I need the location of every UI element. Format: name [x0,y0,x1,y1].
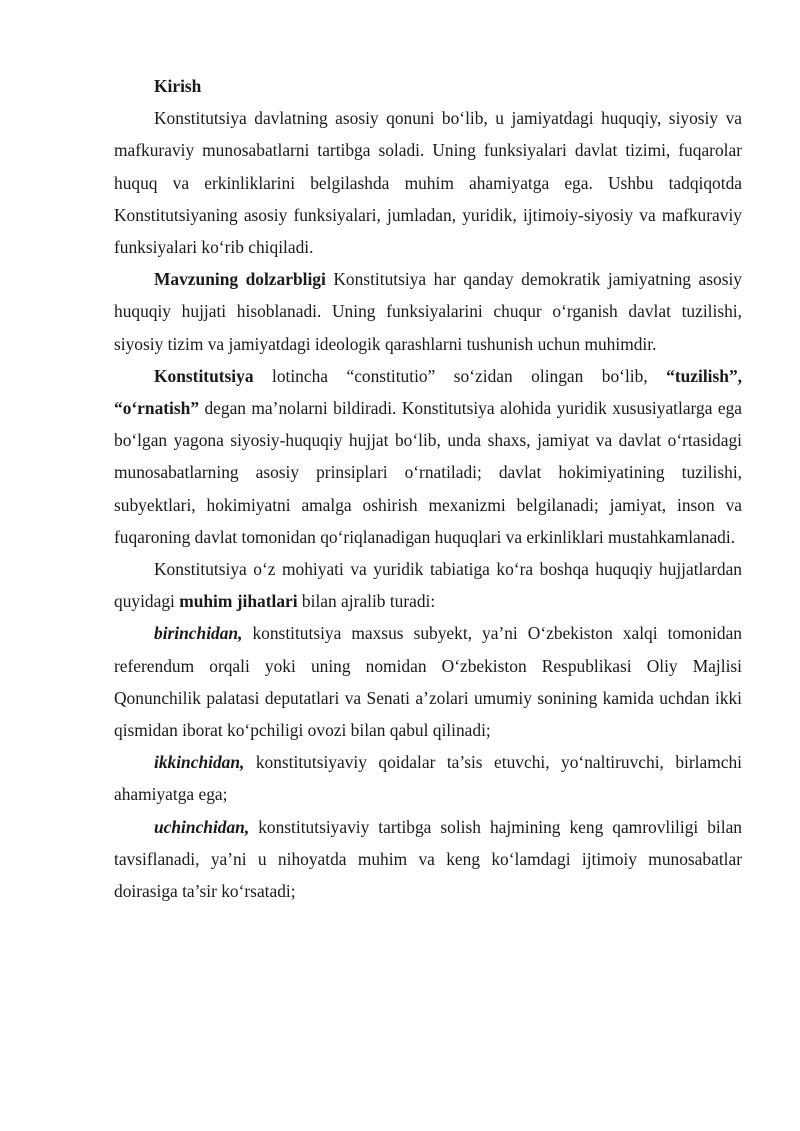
section-heading [114,70,742,102]
second-feature-paragraph [114,746,742,810]
first-feature-paragraph [114,617,742,746]
first-feature-lead: birinchidan, [154,623,243,644]
intro-text: Konstitutsiya davlatning asosiy qonuni bo‘lib, u jamiyatdagi huquqiy, siyosiy va mafkuraviy munosabatlarni tartibga soladi. Uning funksiyalari davlat tizimi, fuqarolar huquq va erkinliklarini belgilashda muhim ahamiyatga ega. Ushbu tadqiqotda Konstitutsiyaning asosiy funksiyalari, jumladan, yuridik, ijtimoiy-siyosiy va mafkuraviy funksiyalari ko‘rib chiqiladi. [114,108,742,258]
relevance-paragraph [114,263,742,360]
document-page [114,70,742,907]
features-text-2: bilan ajralib turadi: [297,591,436,612]
heading-text: Kirish [154,76,202,96]
third-feature-lead: uchinchidan, [154,816,250,837]
definition-text-2: degan ma’nolarni bildiradi. Konstitutsiya alohida yuridik xususiyatlarga ega bo‘lgan yagona siyosiy-huquqiy hujjat bo‘lib, unda shaxs, jamiyat va davlat o‘rtasidagi munosabatlarning asosiy prinsiplari o‘rnatiladi; davlat hokimiyatining tuzilishi, subyektlari, hokimiyatni amalga oshirish mexanizmi belgilanadi; jamiyat, inson va fuqaroning davlat tomonidan qo‘riqlanadigan huquqlari va erkinliklari mustahkamlanadi. [114,398,742,547]
intro-paragraph [114,102,742,263]
relevance-text: Konstitutsiya har qanday demokratik jamiyatning asosiy huquqiy hujjati hisoblanadi. Uning funksiyalarini chuqur o‘rganish davlat tuzilishi, siyosiy tizim va jamiyatdagi ideologik qarashlarni tushunish uchun muhimdir. [114,269,743,354]
features-intro-paragraph [114,553,742,617]
definition-paragraph [114,360,742,553]
third-feature-text: konstitutsiyaviy tartibga solish hajmining keng qamrovliligi bilan tavsiflanadi, ya’ni u nihoyatda muhim va keng ko‘lamdagi ijtimoiy munosabatlar doirasiga ta’sir ko‘rsatadi; [114,816,742,902]
relevance-lead: Mavzuning dolzarbligi [154,269,326,290]
definition-bold-terms: “tuzilish”, “o‘rnatish” [114,365,742,419]
second-feature-lead: ikkinchidan, [154,752,245,773]
features-text-1: Konstitutsiya o‘z mohiyati va yuridik tabiatiga ko‘ra boshqa huquqiy hujjatlardan quyidagi [114,559,742,612]
second-feature-text: konstitutsiyaviy qoidalar ta’sis etuvchi, yo‘naltiruvchi, birlamchi ahamiyatga ega; [114,752,742,805]
definition-lead: Konstitutsiya [154,365,254,386]
features-bold: muhim jihatlari [179,591,298,612]
third-feature-paragraph [114,811,742,908]
first-feature-text: konstitutsiya maxsus subyekt, ya’ni O‘zbekiston xalqi tomonidan referendum orqali yoki uning nomidan O‘zbekiston Respublikasi Oliy Majlisi Qonunchilik palatasi deputatlari va Senati a’zolari umumiy sonining kamida uchdan ikki qismidan iborat ko‘pchiligi ovozi bilan qabul qilinadi; [114,623,742,741]
definition-text-1: lotincha “constitutio” so‘zidan olingan bo‘lib, [253,365,667,386]
